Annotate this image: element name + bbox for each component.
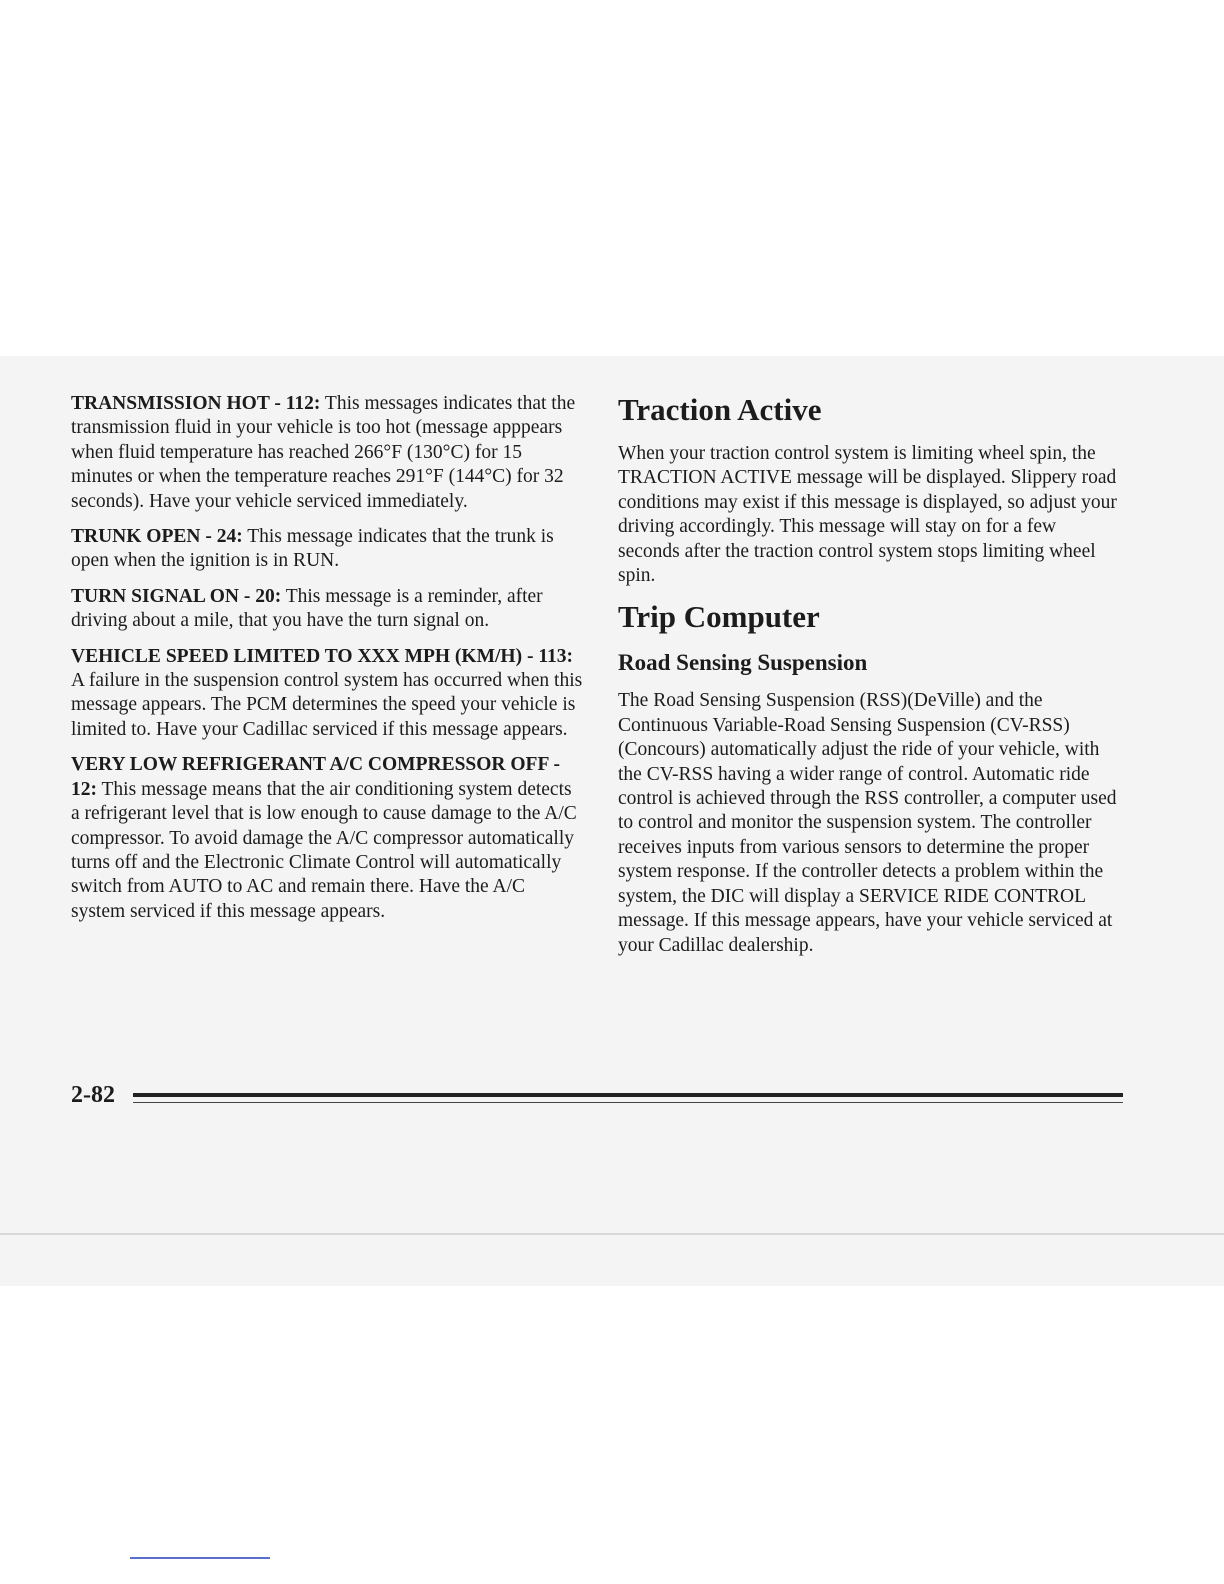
footer-rule-thin: [133, 1102, 1123, 1103]
road-sensing-suspension-title: Road Sensing Suspension: [618, 650, 868, 676]
entry-very-low-refrigerant: [71, 753, 583, 924]
entry-vehicle-speed-limited: [71, 645, 583, 743]
entry-heading: VEHICLE SPEED LIMITED TO XXX MPH (KM/H) - 113:: [71, 645, 573, 667]
entry-heading: TURN SIGNAL ON - 20:: [71, 585, 282, 607]
entry-body: This message is a reminder, after driving about a mile, that you have the turn signal on.: [71, 585, 543, 632]
footer-rule-thick: [133, 1093, 1123, 1097]
entry-heading: TRUNK OPEN - 24:: [71, 526, 243, 548]
entry-heading: VERY LOW REFRIGERANT A/C COMPRESSOR OFF - 12:: [71, 754, 561, 800]
right-column: [618, 392, 1118, 969]
road-sensing-suspension-body: The Road Sensing Suspension (RSS)(DeVille) and the Continuous Variable-Road Sensing Suspension (CV-RSS)(Concours) automatically adjust the ride of your vehicle, with the CV-RSS having a wider range of control. Automatic ride control is achieved through the RSS controller, a computer used to control and monitor the suspension system. The controller receives inputs from various sensors to determine the proper system response. If the controller detects a problem within the system, the DIC will display a SERVICE RIDE CONTROL message. If this message appears, have your vehicle serviced at your Cadillac dealership.: [618, 690, 1117, 956]
link-underline-mark: [130, 1557, 270, 1559]
entry-body: This message means that the air conditioning system detects a refrigerant level that is low enough to cause damage to the A/C compressor. To avoid damage the A/C compressor automatically turns off and the Electronic Climate Control will automatically switch from AUTO to AC and remain there. Have the A/C system serviced if this message appears.: [71, 778, 577, 922]
entry-body: This messages indicates that the transmission fluid in your vehicle is too hot (message apppears when fluid temperature has reached 266°F (130°C) for 15 minutes or when the temperature reaches 291°F (144°C) for 32 seconds). Have your vehicle serviced immediately.: [71, 393, 576, 512]
entry-heading: TRANSMISSION HOT - 112:: [71, 393, 321, 414]
page-footer: [71, 1082, 1123, 1112]
scan-edge-line: [0, 1233, 1224, 1235]
trip-computer-title: Trip Computer: [618, 599, 820, 635]
entry-body: A failure in the suspension control system has occurred when this message appears. The PCM determines the speed your vehicle is limited to. Have your Cadillac serviced if this message appears.: [71, 670, 583, 740]
entry-transmission-hot: [71, 392, 583, 514]
traction-active-body: When your traction control system is limiting wheel spin, the TRACTION ACTIVE message will be displayed. Slippery road conditions may exist if this message is displayed, so adjust your driving accordingly. This message will stay on for a few seconds after the traction control system stops limiting wheel spin.: [618, 443, 1117, 587]
entry-body: This message indicates that the trunk is open when the ignition is in RUN.: [71, 526, 554, 572]
page-number: 2-82: [71, 1082, 115, 1108]
left-column: [71, 392, 583, 935]
entry-turn-signal-on: [71, 585, 583, 634]
traction-active-title: Traction Active: [618, 392, 822, 427]
entry-trunk-open: [71, 525, 583, 574]
